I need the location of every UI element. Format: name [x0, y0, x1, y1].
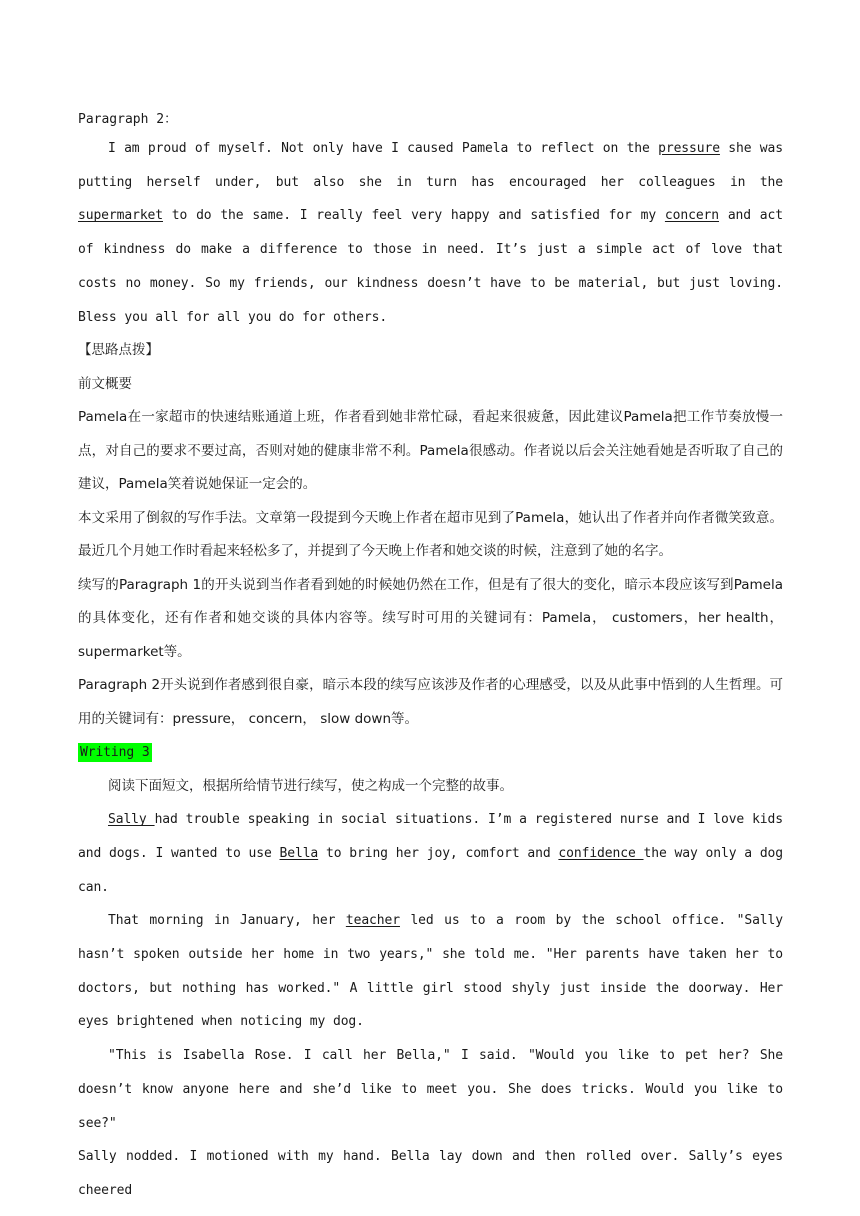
keyword-teacher: teacher — [345, 913, 400, 929]
story-paragraph-3: "This is Isabella Rose. I call her Bella," I said. "Would you like to pet her? She doesn’t know anyone here and she’d like to meet you. She does tricks. Would you like to see?" — [78, 1048, 783, 1131]
writing-3-title: Writing 3 — [80, 745, 150, 761]
story-p1-text-3: the way only a dog can. — [78, 845, 784, 895]
tips-paragraph-3: 续写的Paragraph 1的开头说到当作者看到她的时候她仍然在工作，但是有了很大的变化，暗示本段应该写到Pamela的具体变化，还有作者和她交谈的具体内容等。续写时可用的关键词有：Pamela， customers，her health， supermarket等。 — [78, 576, 783, 660]
keyword-bella: Bella — [279, 845, 319, 861]
tips-paragraph-2: 本文采用了倒叙的写作手法。文章第一段提到今天晚上作者在超市见到了Pamela，她认出了作者并向作者微笑致意。最近几个月她工作时看起来轻松多了，并提到了今天晚上作者和她交谈的时候，注意到了她的名字。 — [78, 509, 783, 560]
paragraph-2-text-4: and act of kindness do make a difference to those in need. It’s just a simple act of love that costs no money. So my friends, our kindness doesn’t have to be material, but just loving. Bless you all for all you do for others. — [78, 208, 783, 325]
story-paragraph-2 — [78, 904, 783, 1039]
tips-heading: 【思路点拨】 — [78, 342, 159, 359]
story-paragraph-4: Sally nodded. I motioned with my hand. Bella lay down and then rolled over. Sally’s eyes cheered — [78, 1149, 783, 1198]
tips-paragraph-1: Pamela在一家超市的快速结账通道上班，作者看到她非常忙碌，看起来很疲惫，因此建议Pamela把工作节奏放慢一点，对自己的要求不要过高，否则对她的健康非常不利。Pamela很感动。作者说以后会关注她看她是否听取了自己的建议，Pamela笑着说她保证一定会的。 — [78, 409, 783, 493]
keyword-sally: Sally — [108, 812, 155, 828]
story-p2-text-1: That morning in January, her — [108, 913, 346, 929]
writing-3-instruction: 阅读下面短文，根据所给情节进行续写，使之构成一个完整的故事。 — [108, 777, 513, 794]
tips-paragraph-4: Paragraph 2开头说到作者感到很自豪，暗示本段的续写应该涉及作者的心理感受，以及从此事中悟到的人生哲理。可用的关键词有：pressure， concern， slow down等。 — [78, 677, 783, 727]
story-p2-text-2: led us to a room by the school office. "Sally hasn’t spoken outside her home in two years," she told me. "Her parents have taken her to doctors, but nothing has worked." A little girl stood shyly just inside the doorway. Her eyes brightened when noticing my dog. — [78, 913, 783, 1030]
keyword-concern: concern — [664, 208, 720, 224]
paragraph-2-text-3: to do the same. I really feel very happy and satisfied for my — [163, 208, 665, 224]
story-p1-text-1: had trouble speaking in social situations. I’m a registered nurse and I love kids and dogs. I wanted to use — [78, 812, 783, 861]
story-p1-text-2: to bring her joy, comfort and — [318, 845, 559, 861]
keyword-pressure: pressure — [658, 141, 720, 156]
tips-subheading: 前文概要 — [78, 375, 132, 392]
paragraph-2-text-2: she was putting herself under, but also she in turn has encouraged her colleagues in the — [78, 141, 783, 190]
paragraph-2-body — [78, 132, 783, 334]
document-content — [78, 108, 783, 1208]
paragraph-2-label: Paragraph 2： — [78, 112, 178, 127]
story-paragraph-1 — [78, 803, 783, 904]
writing-3-title-line — [78, 736, 783, 770]
paragraph-2-text-1: I am proud of myself. Not only have I caused Pamela to reflect on the — [108, 141, 659, 156]
keyword-confidence: confidence — [558, 845, 644, 861]
keyword-supermarket: supermarket — [78, 208, 163, 224]
